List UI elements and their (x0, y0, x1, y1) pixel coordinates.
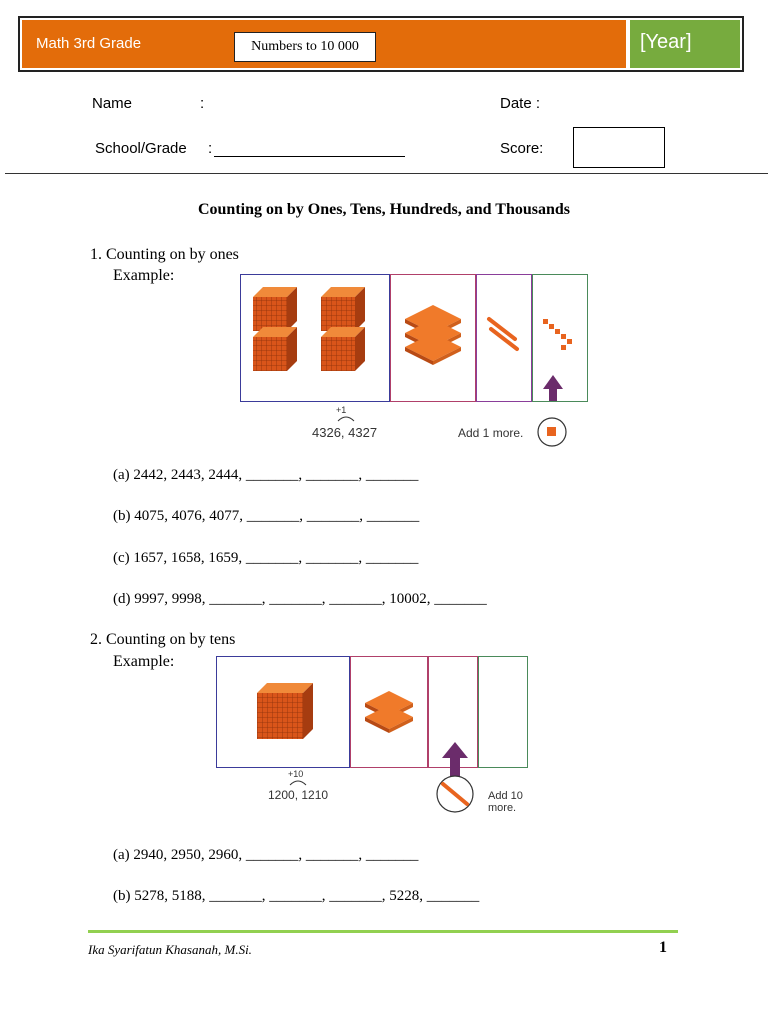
q2-plus-ten: +10 (288, 769, 304, 779)
q1-example-figure (240, 272, 590, 452)
banner-subject-area (22, 20, 626, 68)
name-label: Name (92, 95, 133, 112)
q1-item-c: (c) 1657, 1658, 1659, _______, _______, _______ (113, 550, 419, 566)
tens-panel (476, 274, 532, 402)
date-label: Date : (500, 95, 541, 112)
q1-heading: 1. Counting on by ones (90, 246, 239, 263)
q1-item-a: (a) 2442, 2443, 2444, _______, _______, _______ (113, 467, 419, 483)
score-label: Score: (500, 140, 544, 157)
school-grade-colon: : (208, 140, 213, 157)
name-colon: : (200, 95, 205, 112)
q2-item-b: (b) 5278, 5188, _______, _______, _______, 5228, _______ (113, 888, 480, 904)
q1-item-d: (d) 9997, 9998, _______, _______, _______, 10002, _______ (113, 591, 487, 607)
topic-box: Numbers to 10 000 (234, 32, 376, 62)
q2-example-figure (216, 656, 536, 821)
banner-year-area (630, 20, 740, 68)
q1-plus-arc-icon (336, 414, 356, 422)
hundreds-panel-2 (350, 656, 428, 768)
school-grade-blank (214, 156, 405, 157)
hundred-flats-icon (391, 275, 475, 401)
hundred-flats-icon-2 (351, 657, 427, 767)
q1-item-b: (b) 4075, 4076, 4077, _______, _______, _______ (113, 508, 420, 524)
header-banner (18, 16, 744, 72)
page-number: 1 (659, 939, 667, 956)
ones-panel-2 (478, 656, 528, 768)
school-grade-label: School/Grade (95, 140, 187, 157)
ones-panel (532, 274, 588, 402)
q2-example-label: Example: (113, 653, 175, 670)
thousand-panel (216, 656, 350, 768)
year-text: [Year] (640, 31, 692, 53)
hundreds-panel (390, 274, 476, 402)
q1-plus-one: +1 (336, 405, 347, 415)
header-divider (5, 173, 768, 174)
thousand-cube-icon (217, 657, 349, 767)
q2-item-a: (a) 2940, 2950, 2960, _______, _______, _______ (113, 847, 419, 863)
q1-example-numbers: 4326, 4327 (312, 425, 378, 440)
thousand-cubes-icon (241, 275, 389, 401)
unit-cubes-icon (533, 275, 587, 401)
q2-heading: 2. Counting on by tens (90, 631, 236, 648)
worksheet-title: Counting on by Ones, Tens, Hundreds, and Thousands (197, 201, 571, 218)
q2-caption: Add 10 more. (488, 790, 523, 814)
footer-author: Ika Syarifatun Khasanah, M.Si. (88, 942, 252, 957)
ten-rods-icon (477, 275, 531, 401)
score-box (573, 127, 665, 168)
subject-title: Math 3rd Grade (36, 35, 142, 52)
thousands-panel (240, 274, 390, 402)
q1-caption: Add 1 more. (458, 426, 524, 440)
q1-one-cube-circle-icon (536, 416, 568, 448)
q1-example-label: Example: (113, 267, 175, 284)
q2-example-numbers: 1200, 1210 (268, 788, 329, 802)
q2-ten-rod-circle-icon (430, 742, 480, 814)
footer-divider (88, 930, 678, 933)
q2-plus-arc-icon (288, 778, 308, 786)
